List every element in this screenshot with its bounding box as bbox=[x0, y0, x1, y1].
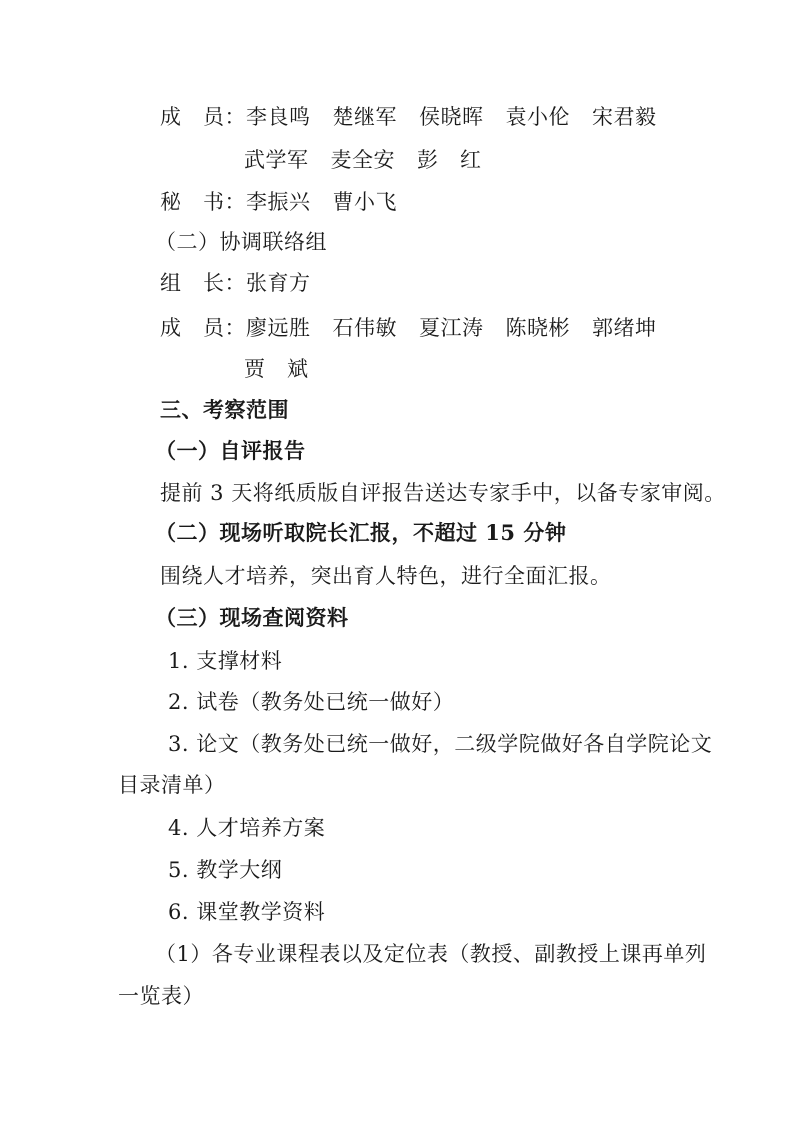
sub-item-line-1: （1）各专业课程表以及定位表（教授、副教授上课再单列 bbox=[155, 942, 707, 966]
section3-heading: 三、考察范围 bbox=[160, 397, 289, 422]
list-item: 6. 课堂教学资料 bbox=[168, 900, 326, 924]
member-name: 郭绪坤 bbox=[592, 316, 657, 340]
sub2-heading: （二）现场听取院长汇报，不超过 15 分钟 bbox=[155, 520, 567, 545]
members-label: 成 员： bbox=[160, 316, 246, 340]
leader-line bbox=[160, 269, 311, 297]
list-item: 3. 论文（教务处已统一做好，二级学院做好各自学院论文 bbox=[168, 732, 713, 756]
members-label: 成 员： bbox=[160, 105, 246, 129]
sub1-text: 提前 3 天将纸质版自评报告送达专家手中，以备专家审阅。 bbox=[160, 481, 726, 505]
member-name: 袁小伦 bbox=[505, 105, 570, 129]
list-item: 5. 教学大纲 bbox=[168, 858, 283, 882]
list-item: 4. 人才培养方案 bbox=[168, 816, 326, 840]
secretary-label: 秘 书： bbox=[160, 190, 246, 214]
secretary-name: 李振兴 bbox=[246, 190, 311, 214]
list-item: 2. 试卷（教务处已统一做好） bbox=[168, 690, 455, 714]
sub-item-line-2: 一览表） bbox=[118, 984, 204, 1008]
list-item: 1. 支撑材料 bbox=[168, 649, 283, 673]
member-name: 宋君毅 bbox=[592, 105, 657, 129]
member-name: 陈晓彬 bbox=[505, 316, 570, 340]
member-name: 麦全安 bbox=[330, 148, 395, 172]
secretary-name: 曹小飞 bbox=[332, 190, 397, 214]
group2-members-line-1 bbox=[160, 314, 657, 342]
member-name: 武学军 bbox=[244, 148, 309, 172]
member-name: 李良鸣 bbox=[246, 105, 311, 129]
members-line-1 bbox=[160, 103, 657, 131]
member-name: 楚继军 bbox=[332, 105, 397, 129]
member-name: 彭 红 bbox=[417, 148, 482, 172]
leader-name: 张育方 bbox=[246, 271, 311, 295]
leader-label: 组 长： bbox=[160, 271, 246, 295]
list-item-continuation: 目录清单） bbox=[118, 773, 226, 797]
members-line-2 bbox=[244, 146, 482, 174]
member-name: 夏江涛 bbox=[419, 316, 484, 340]
group2-heading: （二）协调联络组 bbox=[155, 230, 327, 254]
member-name: 廖远胜 bbox=[246, 316, 311, 340]
group2-members-line-2 bbox=[244, 355, 309, 383]
sub1-heading: （一）自评报告 bbox=[155, 438, 306, 463]
sub3-heading: （三）现场查阅资料 bbox=[155, 605, 349, 630]
sub2-text: 围绕人才培养，突出育人特色，进行全面汇报。 bbox=[160, 564, 612, 588]
member-name: 贾 斌 bbox=[244, 357, 309, 381]
member-name: 石伟敏 bbox=[332, 316, 397, 340]
member-name: 侯晓晖 bbox=[419, 105, 484, 129]
secretary-line bbox=[160, 188, 397, 216]
